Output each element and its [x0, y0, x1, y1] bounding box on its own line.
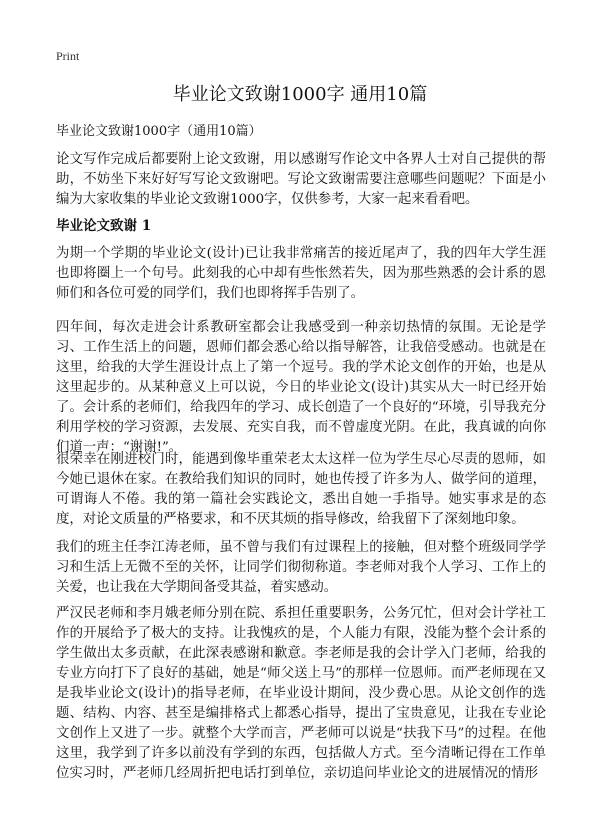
document-title: 毕业论文致谢1000字 通用10篇	[172, 84, 428, 105]
body-paragraph-3: 很荣幸在刚进校门时，能遇到像毕重荣老太太这样一位为学生尽心尽责的恩师，如今她已退休在家。在教给我们知识的同时，她也传授了许多为人、做学问的道理，可谓诲人不倦。我的第一篇社会实践论文，悉出自她一手指导。她实事求是的态度，对论文质量的严格要求，和不厌其烦的指导修改，给我留下了深刻地印象。	[56, 452, 546, 527]
print-label: Print	[56, 49, 80, 63]
intro-paragraph: 论文写作完成后都要附上论文致谢，用以感谢写作论文中各界人士对自己提供的帮助，不妨坐下来好好写写论文致谢吧。写论文致谢需要注意哪些问题呢？下面是小编为大家收集的毕业论文致谢1000字，仅供参考，大家一起来看看吧。	[56, 152, 546, 207]
document-subtitle: 毕业论文致谢1000字（通用10篇）	[56, 124, 262, 139]
body-paragraph-2: 四年间，每次走进会计系教研室都会让我感受到一种亲切热情的氛围。无论是学习、工作生活上的问题，恩师们都会悉心给以指导解答，让我倍受感动。也就是在这里，给我的大学生涯设计点上了第一个逗号。我的学术论文创作的开始，也是从这里起步的。从某种意义上可以说，今日的毕业论文(设计)其实从大一时已经开始了。会计系的老师们，给我四年的学习、成长创造了一个良好的“环境，引导我充分利用学校的学习资源，去发展、充实自我，而不曾虚度光阴。在此，我真诚的向你们道一声：“谢谢!”。	[56, 320, 546, 455]
body-paragraph-1: 为期一个学期的毕业论文(设计)已让我非常痛苦的接近尾声了，我的四年大学生涯也即将圈上一个句号。此刻我的心中却有些怅然若失，因为那些熟悉的会计系的恩师们和各位可爱的同学们，我们也即将挥手告别了。	[56, 246, 546, 301]
body-paragraph-5: 严汉民老师和李月娥老师分别在院、系担任重要职务，公务冗忙，但对会计学社工作的开展给予了极大的支持。让我愧疚的是，个人能力有限，没能为整个会计系的学生做出太多贡献，在此深表感谢和歉意。李老师是我的会计学入门老师，给我的专业方向打下了良好的基础，她是“师父送上马”的那样一位恩师。而严老师现在又是我毕业论文(设计)的指导老师，在毕业设计期间，没少费心思。从论文创作的选题、结构、内容、甚至是编排格式上都悉心指导，提出了宝贵意见，让我在专业论文创作上又进了一步。就整个大学而言，严老师可以说是“扶我下马”的过程。在他这里，我学到了许多以前没有学到的东西，包括做人方式。至今清晰记得在工作单位实习时，严老师几经周折把电话打到单位，亲切追问毕业论文的进展情况的情形	[56, 606, 546, 781]
section-heading: 毕业论文致谢 1	[56, 218, 152, 234]
body-paragraph-4: 我们的班主任李江涛老师，虽不曾与我们有过课程上的接触，但对整个班级同学学习和生活上无微不至的关怀，让同学们彻彻称道。李老师对我个人学习、工作上的关爱，也让我在大学期间备受其益，着实感动。	[56, 540, 546, 595]
